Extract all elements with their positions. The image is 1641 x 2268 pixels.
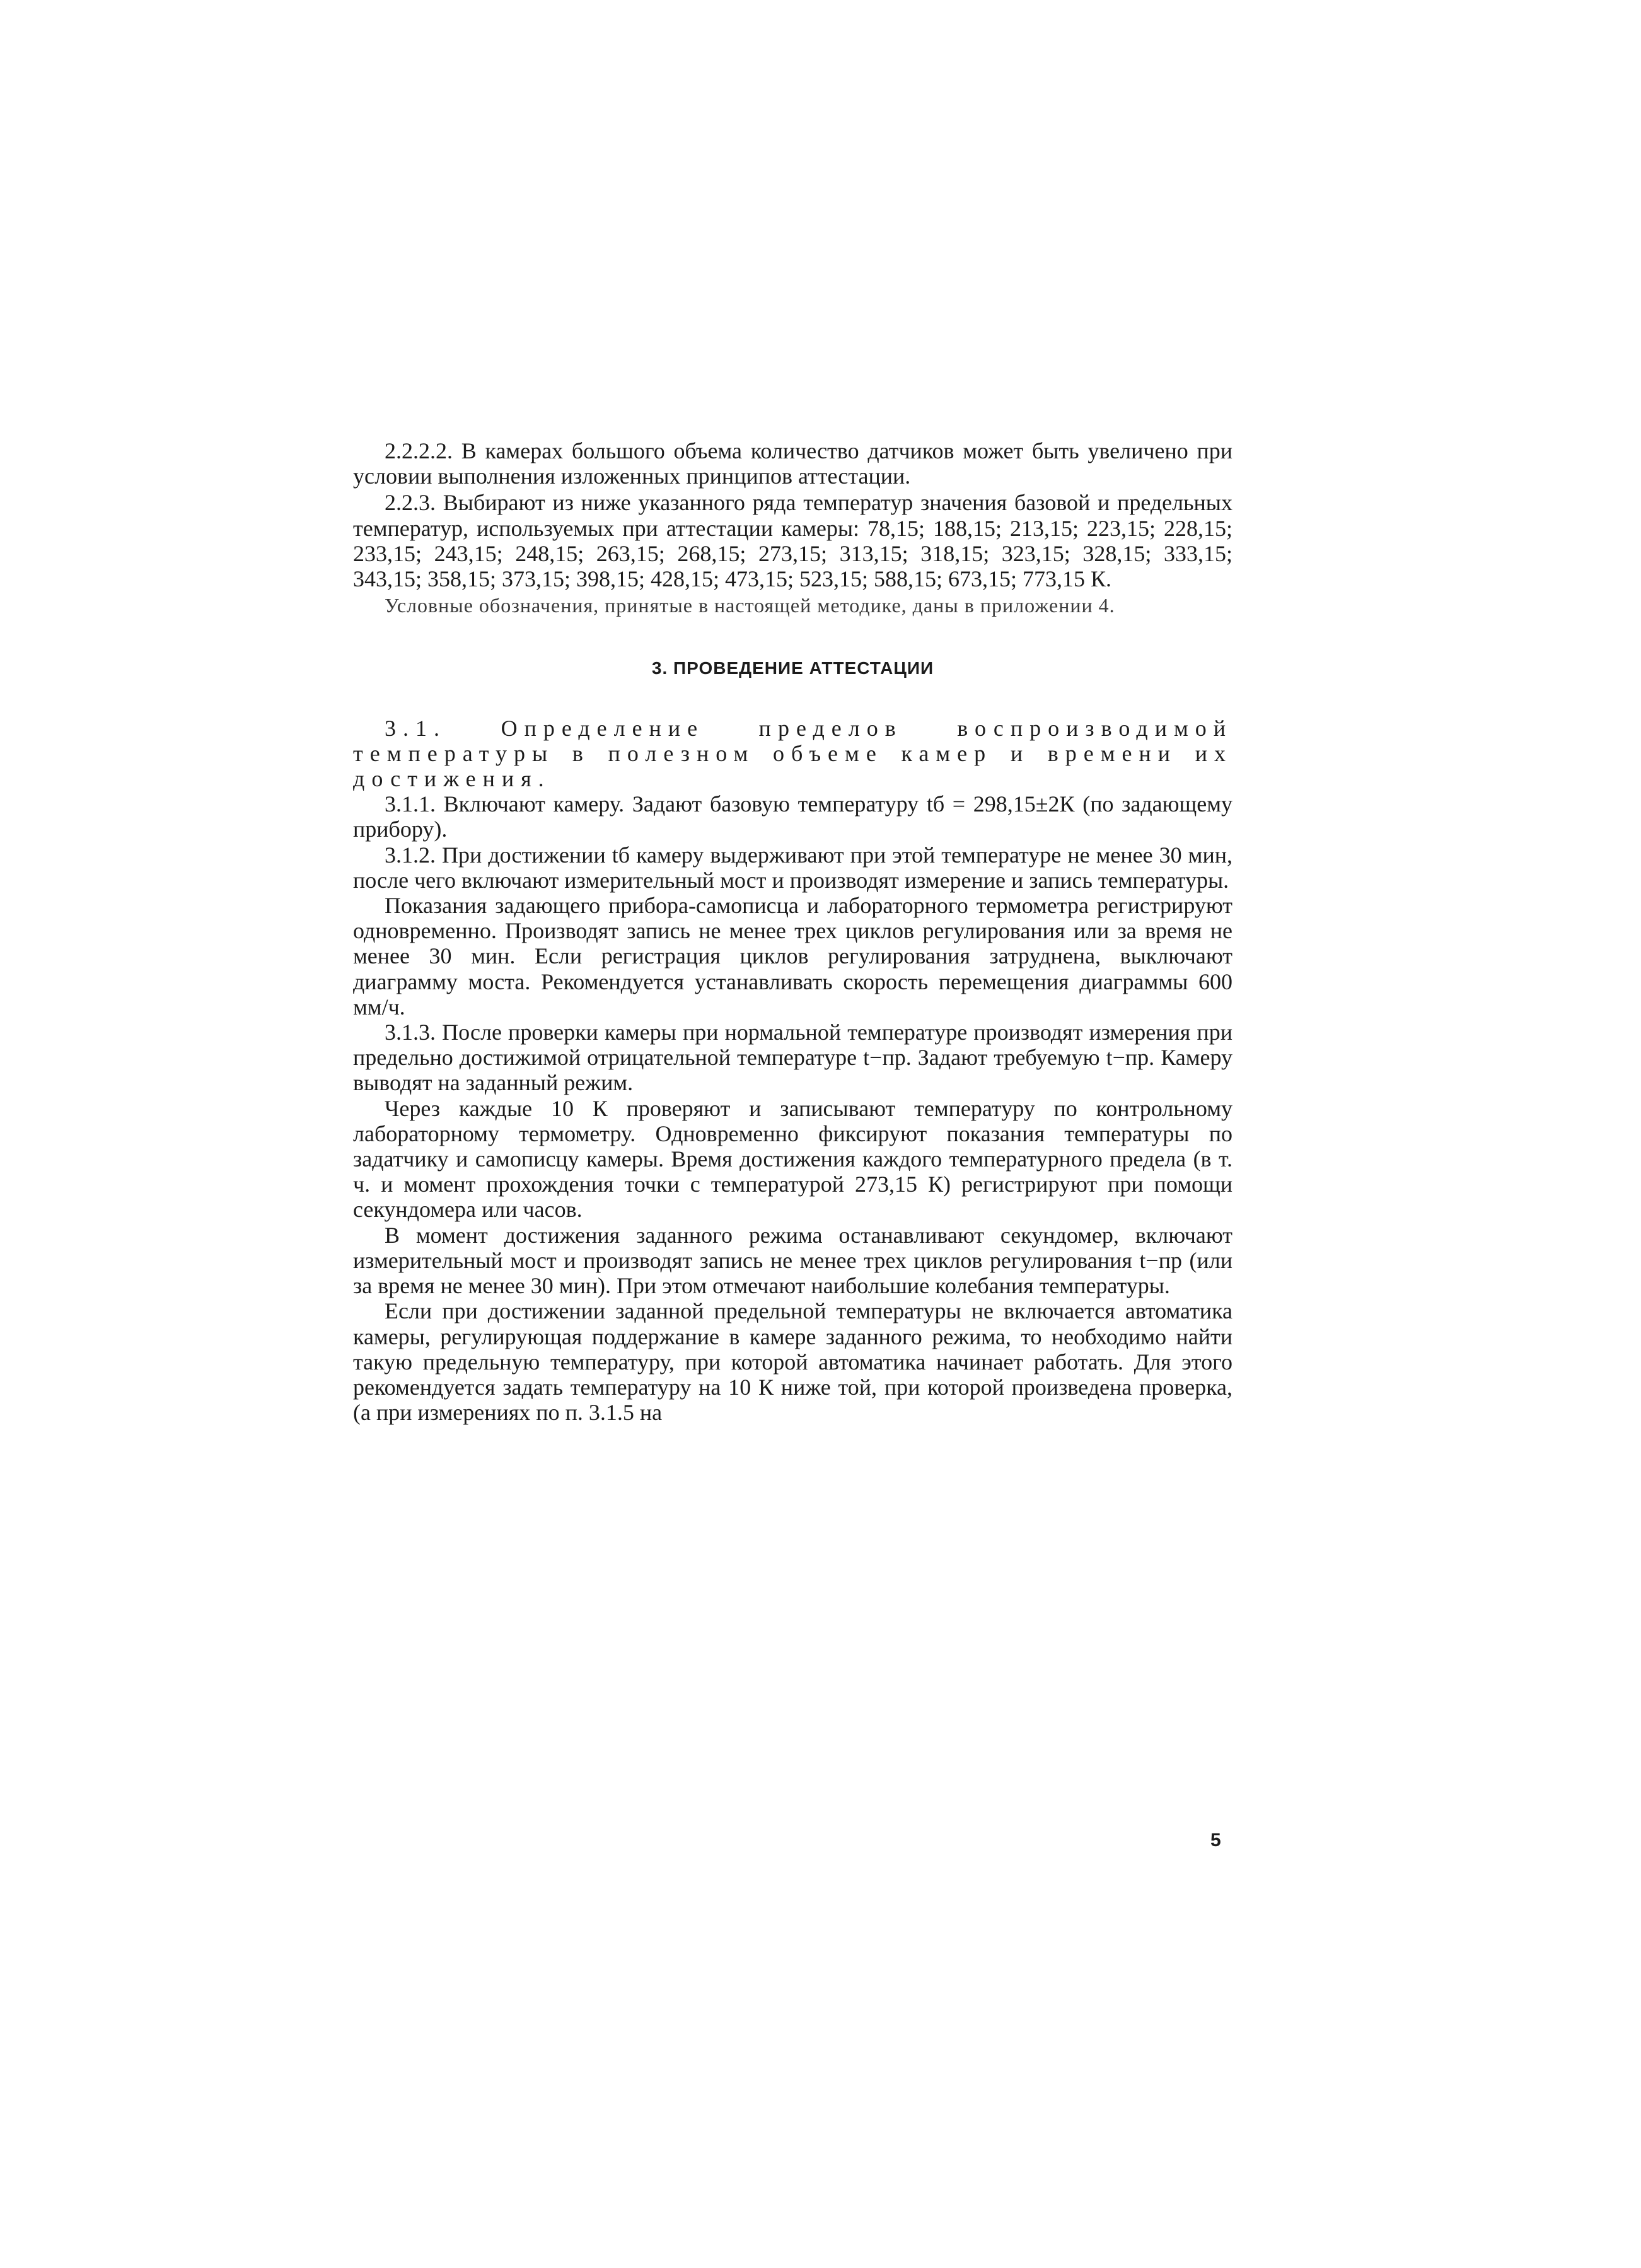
- page-number: 5: [1210, 1830, 1221, 1851]
- paragraph-3-1-3-automation: Если при достижении заданной предельной температуры не включается автоматика камеры, регулирующая поддержание в камере заданного режима, то необходимо найти такую предельную температуру, при которой автоматика начинает работать. Для этого рекомендуется задать температуру на 10 К ниже той, при которой произведена проверка, (а при измерениях по п. 3.1.5 на: [353, 1298, 1232, 1426]
- paragraph-2-2-3: 2.2.3. Выбирают из ниже указанного ряда температур значения базовой и предельных температур, используемых при аттестации камеры: 78,15; 188,15; 213,15; 223,15; 228,15; 233,15; 243,15; 248,15; 263,15; 268,15; 273,15; 313,15; 318,15; 323,15; 328,15; 333,15; 343,15; 358,15; 373,15; 398,15; 428,15; 473,15; 523,15; 588,15; 673,15; 773,15 К.: [353, 490, 1232, 592]
- paragraph-3-1-1: 3.1.1. Включают камеру. Задают базовую температуру tб = 298,15±2К (по задающему прибору).: [353, 791, 1232, 842]
- paragraph-3-1-3-mode-reached: В момент достижения заданного режима останавливают секундомер, включают измерительный мост и производят запись не менее трех циклов регулирования t−пр (или за время не менее 30 мин). При этом отмечают наибольшие колебания температуры.: [353, 1222, 1232, 1299]
- paragraph-3-1-3-every-10k: Через каждые 10 К проверяют и записывают температуру по контрольному лабораторному термометру. Одновременно фиксируют показания температуры по задатчику и самописцу камеры. Время достижения каждого температурного предела (в т. ч. и момент прохождения точки с температурой 273,15 К) регистрируют при помощи секундомера или часов.: [353, 1095, 1232, 1223]
- section-heading: 3. ПРОВЕДЕНИЕ АТТЕСТАЦИИ: [651, 658, 934, 678]
- paragraph-3-1-3: 3.1.3. После проверки камеры при нормальной температуре производят измерения при предельно достижимой отрицательной температуре t−пр. Задают требуемую t−пр. Камеру выводят на заданный режим.: [353, 1020, 1232, 1096]
- subsection-3-1-title: 3.1. Определение пределов воспроизводимой температуры в полезном объеме камер и времени их достижения.: [353, 715, 1232, 792]
- document-page: [353, 438, 1232, 1425]
- paragraph-3-1-2-readings: Показания задающего прибора-самописца и лабораторного термометра регистрируют одновременно. Производят запись не менее трех циклов регулирования или за время не менее 30 мин. Если регистрация циклов регулирования затруднена, выключают диаграмму моста. Рекомендуется устанавливать скорость перемещения диаграммы 600 мм/ч.: [353, 893, 1232, 1020]
- paragraph-3-1-2: 3.1.2. При достижении tб камеру выдерживают при этой температуре не менее 30 мин, после чего включают измерительный мост и производят измерение и запись температуры.: [353, 842, 1232, 893]
- paragraph-2-2-2-2: 2.2.2.2. В камерах большого объема количество датчиков может быть увеличено при условии выполнения изложенных принципов аттестации.: [353, 438, 1232, 489]
- paragraph-notation-note: Условные обозначения, принятые в настоящей методике, даны в приложении 4.: [385, 594, 1115, 617]
